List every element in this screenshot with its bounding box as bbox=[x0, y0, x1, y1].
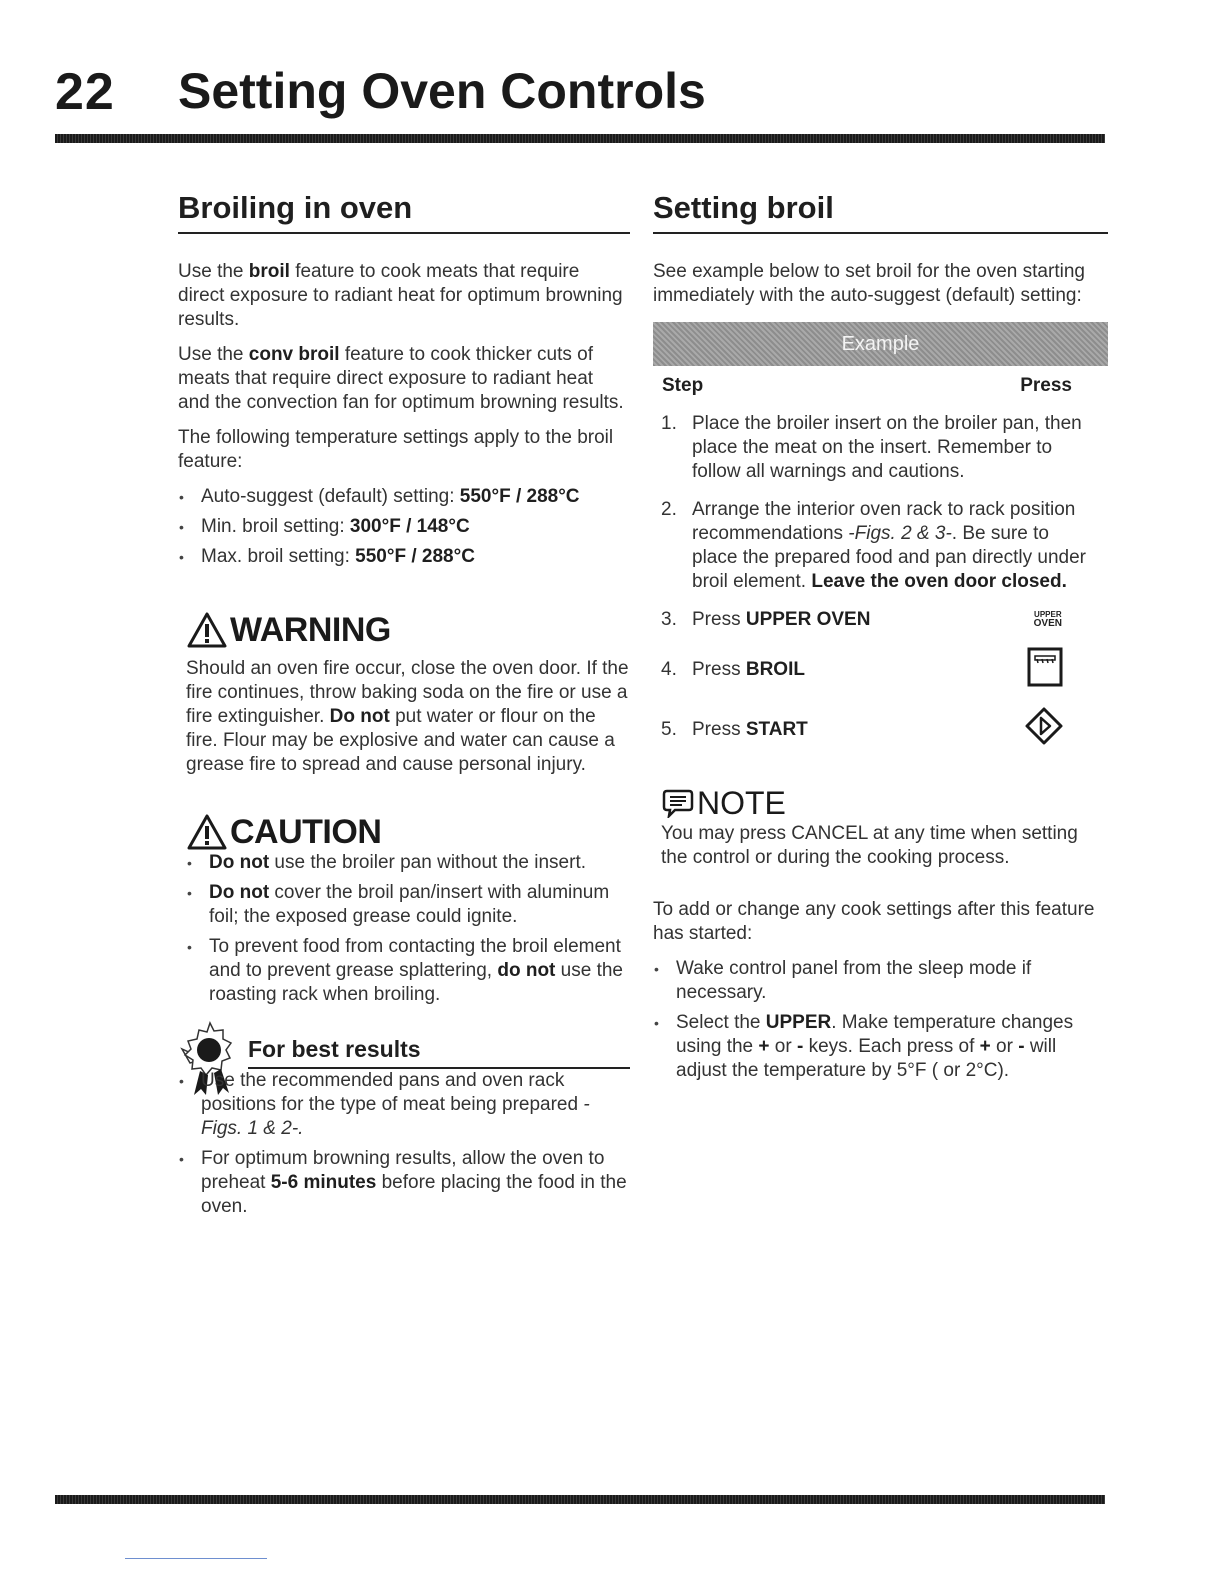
text: cover the broil pan/insert with aluminum foil; the exposed grease could ignite. bbox=[209, 882, 610, 927]
text: Use the bbox=[178, 261, 249, 282]
conv-broil-paragraph bbox=[178, 343, 630, 415]
plus-key-text: + bbox=[979, 1036, 991, 1057]
minus-key-text: - bbox=[1018, 1036, 1025, 1057]
list-item bbox=[178, 1147, 630, 1219]
list-item bbox=[653, 1011, 1108, 1083]
change-settings-intro: To add or change any cook settings after this feature has started: bbox=[653, 899, 1095, 944]
page-header bbox=[55, 62, 1105, 122]
warning-text bbox=[186, 657, 630, 777]
warning-heading bbox=[186, 611, 630, 649]
warning-block bbox=[178, 611, 630, 777]
list-item bbox=[178, 1069, 630, 1141]
list-item bbox=[186, 851, 630, 875]
footer-link-line bbox=[125, 1558, 267, 1559]
step-1 bbox=[653, 412, 1108, 484]
text: Press bbox=[692, 719, 746, 740]
setting-label: Max. broil setting: bbox=[201, 546, 356, 567]
step-number: 4. bbox=[661, 659, 677, 680]
text: . Make temperature changes using the bbox=[676, 1012, 1074, 1057]
step-3 bbox=[653, 608, 1108, 632]
step-2 bbox=[653, 498, 1108, 594]
step-text: Place the broiler insert on the broiler pan, then place the meat on the insert. Remember to follow all warnings and cautions. bbox=[692, 413, 1082, 482]
setting-label: Auto-suggest (default) setting: bbox=[201, 486, 460, 507]
step-4 bbox=[653, 658, 1108, 682]
setting-value: 550°F / 288°C bbox=[355, 546, 475, 567]
text: use the broiler pan without the insert. bbox=[269, 852, 587, 873]
text: Press bbox=[692, 659, 746, 680]
temperature-settings-list bbox=[178, 485, 630, 569]
minus-key-text: - bbox=[796, 1036, 804, 1057]
bold-text: do not bbox=[497, 960, 556, 981]
footer-rule bbox=[55, 1495, 1105, 1504]
text: Should an oven fire occur, close the oven door. If the fire continues, throw baking soda on the fire or use a fire extinguisher. bbox=[186, 658, 629, 727]
text: Use the recommended pans and oven rack positions for the type of meat being prepared bbox=[201, 1070, 584, 1115]
bold-text: conv broil bbox=[248, 344, 340, 365]
steps-list bbox=[653, 412, 1108, 742]
step-5 bbox=[653, 718, 1108, 742]
bold-text: Do not bbox=[329, 706, 390, 727]
setting-value: 300°F / 148°C bbox=[349, 516, 470, 537]
best-results-title: For best results bbox=[248, 1036, 421, 1062]
figure-ref: -Figs. 1 & 2-. bbox=[201, 1094, 590, 1139]
press-column-label: Press bbox=[1020, 375, 1072, 396]
text: use the roasting rack when broiling. bbox=[209, 960, 623, 1005]
warning-title: WARNING bbox=[230, 611, 391, 649]
note-speech-bubble-icon bbox=[661, 788, 695, 818]
note-block bbox=[653, 785, 1108, 870]
best-results-heading bbox=[248, 1037, 630, 1069]
text: feature to cook meats that require direct exposure to radiant heat for optimum browning results. bbox=[178, 261, 623, 330]
figure-ref: -Figs. 2 & 3- bbox=[848, 523, 952, 544]
header-rule bbox=[55, 134, 1105, 143]
bold-text: Do not bbox=[209, 852, 270, 873]
text: put water or flour on the fire. Flour may be explosive and water can cause a grease fire to spread and cause personal injury. bbox=[186, 706, 615, 775]
caution-title: CAUTION bbox=[230, 813, 382, 851]
left-column bbox=[178, 188, 630, 1229]
text: keys. Each press of bbox=[803, 1036, 980, 1057]
bold-text: Do not bbox=[209, 882, 270, 903]
text: will adjust the temperature by 5°F ( or 2°C). bbox=[676, 1036, 1057, 1081]
caution-list bbox=[186, 851, 630, 1007]
bold-text: broil bbox=[248, 261, 290, 282]
broil-paragraph bbox=[178, 260, 630, 332]
right-column bbox=[653, 188, 1108, 1093]
text: before placing the food in the oven. bbox=[201, 1172, 627, 1217]
step-press-header bbox=[653, 366, 1108, 398]
caution-triangle-icon bbox=[186, 813, 228, 851]
list-item bbox=[178, 485, 630, 509]
step-text bbox=[692, 498, 1092, 594]
caution-heading bbox=[186, 813, 630, 851]
note-text: You may press CANCEL at any time when setting the control or during the cooking process. bbox=[661, 823, 1078, 868]
bold-text: 5-6 minutes bbox=[270, 1172, 377, 1193]
text: Use the bbox=[178, 344, 249, 365]
list-item bbox=[186, 935, 630, 1007]
example-banner: Example bbox=[653, 322, 1108, 366]
setting-value: 550°F / 288°C bbox=[459, 486, 580, 507]
page-number: 22 bbox=[55, 63, 115, 121]
upper-oven-key-icon bbox=[1034, 610, 1062, 628]
step-number: 2. bbox=[661, 499, 677, 520]
list-item bbox=[186, 881, 630, 929]
text: Arrange the interior oven rack to rack position recommendations bbox=[692, 499, 1076, 544]
setting-broil-section-title: Setting broil bbox=[653, 188, 1108, 234]
bold-text: UPPER bbox=[765, 1012, 832, 1033]
text: To prevent food from contacting the broil element and to prevent grease splattering, bbox=[209, 936, 621, 981]
bold-text: UPPER OVEN bbox=[745, 609, 871, 630]
broil-key-icon bbox=[1026, 646, 1064, 688]
step-text bbox=[692, 608, 1092, 632]
page-title: Setting Oven Controls bbox=[178, 63, 706, 119]
step-column-label: Step bbox=[662, 375, 704, 396]
settings-intro: The following temperature settings apply to the broil feature: bbox=[178, 427, 614, 472]
best-results-list bbox=[178, 1069, 630, 1219]
icon-label-bottom: OVEN bbox=[1033, 618, 1062, 629]
list-item bbox=[178, 515, 630, 539]
change-settings-list bbox=[653, 957, 1108, 1083]
caution-block bbox=[178, 813, 630, 1007]
step-number: 3. bbox=[661, 609, 677, 630]
text: or bbox=[990, 1036, 1019, 1057]
plus-key-text: + bbox=[758, 1036, 770, 1057]
step-number: 1. bbox=[661, 413, 677, 434]
text: Press bbox=[692, 609, 746, 630]
icon-label-top: UPPER bbox=[1034, 610, 1062, 619]
text: . Be sure to place the prepared food and pan directly under broil element. bbox=[692, 523, 1086, 592]
bold-text: Leave the oven door closed. bbox=[811, 571, 1067, 592]
list-item bbox=[178, 545, 630, 569]
note-heading bbox=[661, 785, 1108, 821]
note-title: NOTE bbox=[697, 785, 786, 821]
broiling-section-title: Broiling in oven bbox=[178, 188, 630, 234]
warning-triangle-icon bbox=[186, 611, 228, 649]
text: or bbox=[769, 1036, 797, 1057]
start-key-icon bbox=[1024, 706, 1064, 746]
bold-text: START bbox=[745, 719, 808, 740]
text: Select the bbox=[676, 1012, 766, 1033]
step-number: 5. bbox=[661, 719, 677, 740]
setting-broil-intro: See example below to set broil for the oven starting immediately with the auto-suggest (default) setting: bbox=[653, 261, 1085, 306]
setting-label: Min. broil setting: bbox=[201, 516, 350, 537]
text: feature to cook thicker cuts of meats that require direct exposure to radiant heat and the convection fan for optimum browning results. bbox=[178, 344, 624, 413]
bold-text: BROIL bbox=[745, 659, 805, 680]
best-results-block bbox=[178, 1037, 630, 1219]
text: For optimum browning results, allow the oven to preheat bbox=[201, 1148, 605, 1193]
list-item: • Wake control panel from the sleep mode if necessary. bbox=[653, 957, 1108, 1005]
